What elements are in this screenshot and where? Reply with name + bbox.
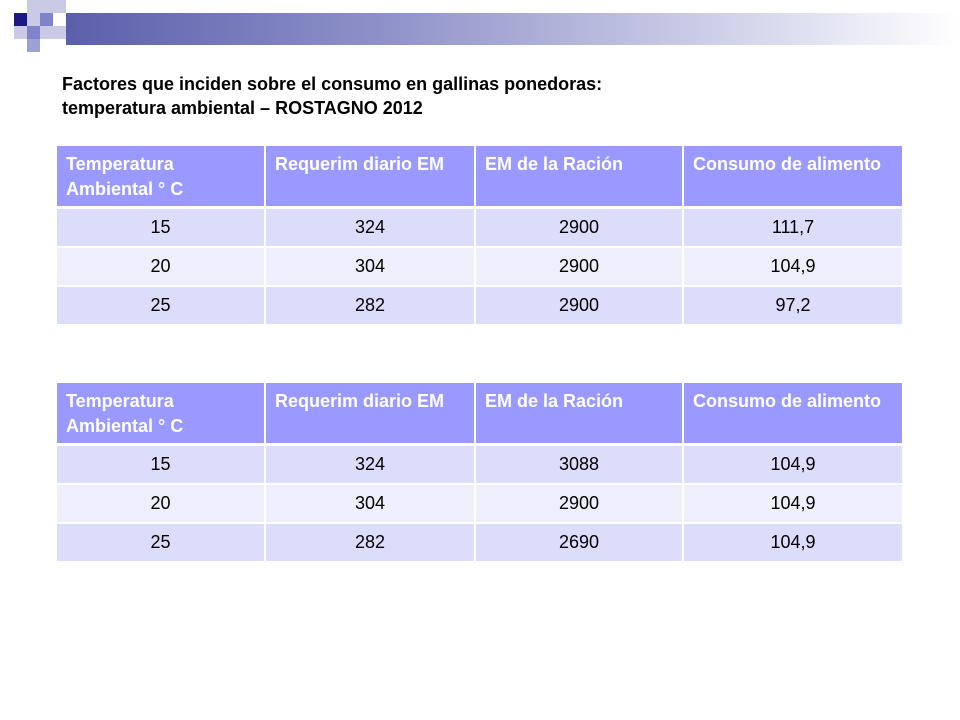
cell-requirement: 304 bbox=[265, 247, 475, 286]
decor-square-dark bbox=[14, 13, 27, 26]
cell-consumption: 104,9 bbox=[683, 484, 902, 523]
cell-requirement: 282 bbox=[265, 286, 475, 325]
decor-square-light bbox=[53, 26, 66, 39]
decor-square-light bbox=[27, 13, 40, 26]
title-line-1: Factores que inciden sobre el consumo en gallinas ponedoras: bbox=[62, 74, 603, 94]
table-header-row bbox=[57, 383, 902, 445]
title-line-2: temperatura ambiental – ROSTAGNO 2012 bbox=[62, 98, 423, 118]
cell-ration-energy: 2900 bbox=[475, 484, 683, 523]
decor-square-light bbox=[27, 0, 40, 13]
slide-title bbox=[62, 72, 902, 120]
cell-temperature: 15 bbox=[57, 208, 265, 247]
table-row bbox=[57, 247, 902, 286]
cell-temperature: 25 bbox=[57, 286, 265, 325]
cell-ration-energy: 3088 bbox=[475, 445, 683, 484]
header-daily-requirement: Requerim diario EM bbox=[265, 383, 475, 445]
table-row bbox=[57, 484, 902, 523]
decor-square-light bbox=[53, 0, 66, 13]
decor-square-mid bbox=[27, 26, 40, 39]
table-row bbox=[57, 523, 902, 562]
cell-consumption: 104,9 bbox=[683, 247, 902, 286]
header-ration-energy: EM de la Ración bbox=[475, 383, 683, 445]
cell-consumption: 97,2 bbox=[683, 286, 902, 325]
table-row bbox=[57, 286, 902, 325]
cell-temperature: 15 bbox=[57, 445, 265, 484]
cell-temperature: 25 bbox=[57, 523, 265, 562]
cell-requirement: 324 bbox=[265, 208, 475, 247]
decor-square-mid bbox=[27, 39, 40, 52]
header-feed-consumption: Consumo de alimento bbox=[683, 146, 902, 208]
cell-ration-energy: 2900 bbox=[475, 208, 683, 247]
header-temperature: Temperatura Ambiental ° C bbox=[57, 383, 265, 445]
header-feed-consumption: Consumo de alimento bbox=[683, 383, 902, 445]
cell-ration-energy: 2900 bbox=[475, 247, 683, 286]
cell-temperature: 20 bbox=[57, 484, 265, 523]
cell-ration-energy: 2900 bbox=[475, 286, 683, 325]
table-row bbox=[57, 445, 902, 484]
cell-requirement: 282 bbox=[265, 523, 475, 562]
decor-square-mid bbox=[40, 13, 53, 26]
cell-consumption: 111,7 bbox=[683, 208, 902, 247]
header-gradient-bar bbox=[66, 13, 960, 45]
consumption-table-2 bbox=[57, 383, 902, 563]
cell-ration-energy: 2690 bbox=[475, 523, 683, 562]
decor-square-light bbox=[40, 0, 53, 13]
decor-square-mid bbox=[14, 26, 27, 39]
cell-requirement: 304 bbox=[265, 484, 475, 523]
decor-square-light bbox=[40, 26, 53, 39]
table-header-row bbox=[57, 146, 902, 208]
table-row bbox=[57, 208, 902, 247]
header-temperature: Temperatura Ambiental ° C bbox=[57, 146, 265, 208]
cell-consumption: 104,9 bbox=[683, 445, 902, 484]
header-daily-requirement: Requerim diario EM bbox=[265, 146, 475, 208]
header-ration-energy: EM de la Ración bbox=[475, 146, 683, 208]
consumption-table-1 bbox=[57, 146, 902, 326]
cell-consumption: 104,9 bbox=[683, 523, 902, 562]
cell-requirement: 324 bbox=[265, 445, 475, 484]
cell-temperature: 20 bbox=[57, 247, 265, 286]
